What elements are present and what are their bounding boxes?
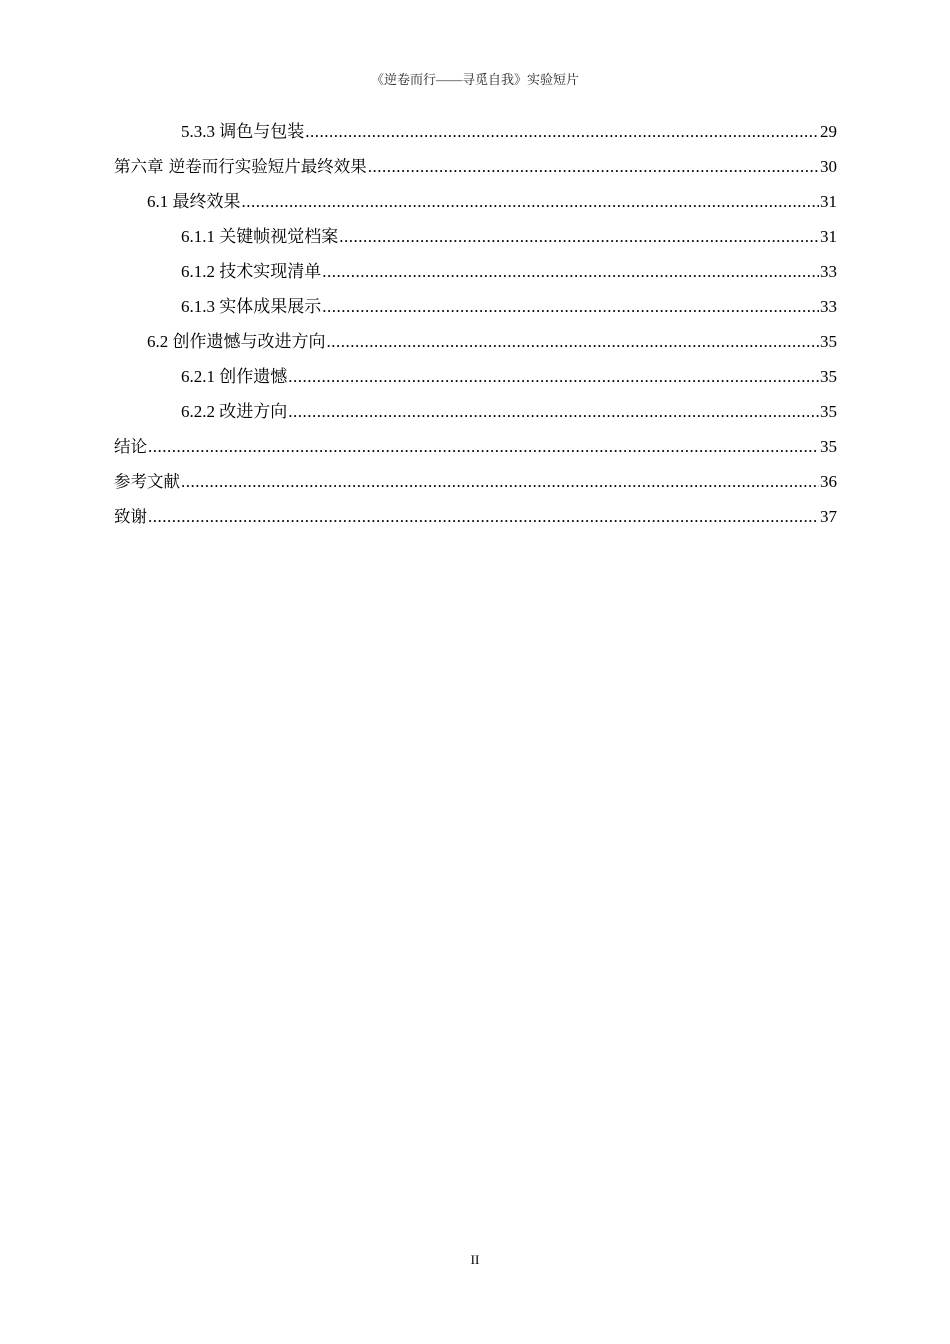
toc-entry-label: 6.1.1 关键帧视觉档案 <box>181 227 339 246</box>
toc-entry[interactable] <box>114 429 837 464</box>
toc-dot-leader <box>181 464 819 499</box>
toc-dot-leader <box>327 324 820 359</box>
toc-page-number: 35 <box>820 367 837 386</box>
toc-entry-label: 参考文献 <box>114 472 180 491</box>
toc-entry-label: 6.1 最终效果 <box>147 192 241 211</box>
toc-page-number: 29 <box>820 122 837 141</box>
toc-dot-leader <box>288 394 819 429</box>
toc-page-number: 31 <box>820 227 837 246</box>
toc-entry-label: 6.2.2 改进方向 <box>181 402 288 421</box>
toc-entry[interactable] <box>114 499 837 534</box>
toc-entry[interactable] <box>114 324 837 359</box>
toc-entry[interactable] <box>114 359 837 394</box>
toc-page-number: 35 <box>820 437 837 456</box>
toc-dot-leader <box>339 219 819 254</box>
toc-dot-leader <box>242 184 820 219</box>
toc-page-number: 31 <box>820 192 837 211</box>
toc-entry-label: 致谢 <box>114 507 147 526</box>
toc-entry-label: 6.2.1 创作遗憾 <box>181 367 288 386</box>
toc-dot-leader <box>305 114 819 149</box>
toc-page-number: 37 <box>820 507 837 526</box>
toc-entry-label: 6.2 创作遗憾与改进方向 <box>147 332 326 351</box>
toc-page-number: 33 <box>820 297 837 316</box>
toc-page-number: 30 <box>820 157 837 176</box>
toc-dot-leader <box>148 429 819 464</box>
page-number-footer: II <box>470 1252 480 1267</box>
toc-dot-leader <box>368 149 819 184</box>
table-of-contents <box>114 114 837 534</box>
toc-dot-leader <box>148 499 819 534</box>
toc-page-number: 35 <box>820 402 837 421</box>
toc-entry-label: 结论 <box>114 437 147 456</box>
toc-entry[interactable] <box>114 114 837 149</box>
toc-entry[interactable] <box>114 184 837 219</box>
toc-entry-label: 第六章 逆卷而行实验短片最终效果 <box>114 157 367 176</box>
toc-entry-label: 6.1.2 技术实现清单 <box>181 262 322 281</box>
toc-page-number: 33 <box>820 262 837 281</box>
toc-dot-leader <box>322 254 819 289</box>
toc-entry[interactable] <box>114 289 837 324</box>
toc-entry[interactable] <box>114 219 837 254</box>
toc-entry[interactable] <box>114 149 837 184</box>
running-header: 《逆卷而行——寻觅自我》实验短片 <box>370 72 579 87</box>
toc-page-number: 35 <box>820 332 837 351</box>
toc-dot-leader <box>322 289 819 324</box>
toc-entry-label: 5.3.3 调色与包装 <box>181 122 305 141</box>
toc-entry[interactable] <box>114 394 837 429</box>
toc-dot-leader <box>288 359 819 394</box>
toc-page-number: 36 <box>820 472 837 491</box>
toc-entry[interactable] <box>114 464 837 499</box>
toc-entry-label: 6.1.3 实体成果展示 <box>181 297 322 316</box>
toc-entry[interactable] <box>114 254 837 289</box>
